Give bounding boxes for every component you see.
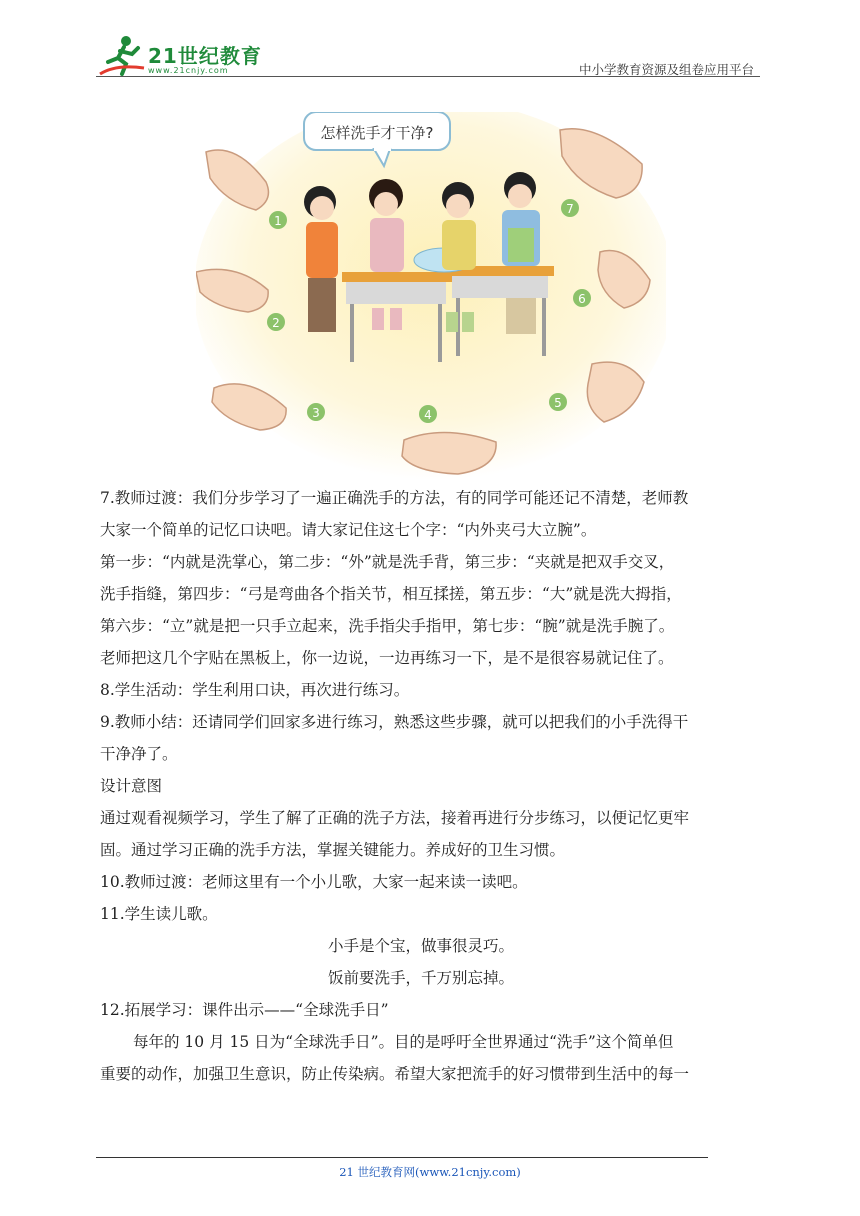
platform-title: 中小学教育资源及组卷应用平台 [578, 62, 754, 77]
svg-text:1: 1 [274, 214, 282, 228]
design-intent-text: 通过观看视频学习，学生了解了正确的洗子方法，接着再进行分步练习，以便记忆更牢 [100, 809, 690, 827]
paragraph-10: 10.教师过渡：老师这里有一个小儿歌，大家一起来读一读吧。 [100, 873, 528, 891]
paragraph-9: 9.教师小结：还请同学们回家多进行练习，熟悉这些步骤，就可以把我们的小手洗得干 [100, 713, 689, 731]
page-header [96, 30, 760, 80]
footer-divider [96, 1157, 708, 1158]
speech-bubble-text: 怎样洗手才干净? [320, 124, 434, 142]
design-intent-text-2: 固。通过学习正确的洗手方法，掌握关键能力。养成好的卫生习惯。 [100, 841, 566, 859]
paragraph-steps-4: 老师把这几个字贴在黑板上，你一边说，一边再练习一下，是不是很容易就记住了。 [100, 649, 674, 667]
runner-logo-icon [96, 34, 148, 78]
paragraph-9-cont: 干净净了。 [100, 745, 178, 763]
svg-text:7: 7 [566, 202, 574, 216]
paragraph-11: 11.学生读儿歌。 [100, 905, 218, 923]
paragraph-7: 7.教师过渡：我们分步学习了一遍正确洗手的方法，有的同学可能还记不清楚，老师教 [100, 489, 689, 507]
design-intent-heading: 设计意图 [100, 777, 163, 795]
paragraph-steps-3: 第六步：“立”就是把一只手立起来，洗手指尖手指甲，第七步：“腕”就是洗手腕了。 [100, 617, 675, 635]
svg-text:3: 3 [312, 406, 320, 420]
svg-text:2: 2 [272, 316, 280, 330]
paragraph-8: 8.学生活动：学生利用口诀，再次进行练习。 [100, 681, 410, 699]
handwashing-day-text-2: 重要的动作，加强卫生意识，防止传染病。希望大家把流手的好习惯带到生活中的每一 [100, 1065, 690, 1083]
svg-text:4: 4 [424, 408, 432, 422]
child-1 [304, 186, 338, 332]
poem-line-1: 小手是个宝，做事很灵巧。 [328, 937, 515, 955]
handwashing-day-text: 每年的 10 月 15 日为“全球洗手日”。目的是呼吁全世界通过“洗手”这个简单但 [133, 1033, 674, 1051]
poem-line-2: 饭前要洗手，千万别忘掉。 [328, 969, 515, 987]
paragraph-12: 12.拓展学习：课件出示——“全球洗手日” [100, 1001, 389, 1019]
site-logo[interactable] [96, 34, 266, 78]
logo-url: www.21cnjy.com [148, 66, 229, 75]
paragraph-7-cont: 大家一个简单的记忆口诀吧。请大家记住这七个字：“内外夹弓大立腕”。 [100, 521, 597, 539]
paragraph-steps-2: 洗手指缝，第四步：“弓是弯曲各个指关节，相互揉搓，第五步：“大”就是洗大拇指， [100, 585, 682, 603]
footer-link[interactable]: 21 世纪教育网(www.21cnjy.com) [339, 1165, 521, 1179]
svg-text:5: 5 [554, 396, 562, 410]
header-divider [96, 76, 760, 77]
logo-text: 21世纪教育 [148, 44, 262, 68]
svg-text:6: 6 [578, 292, 586, 306]
lesson-content [100, 482, 760, 1090]
handwashing-illustration [196, 112, 666, 480]
paragraph-steps: 第一步：“内就是洗掌心，第二步：“外”就是洗手背，第三步：“夹就是把双手交叉， [100, 553, 675, 571]
hands-step1 [206, 150, 268, 210]
